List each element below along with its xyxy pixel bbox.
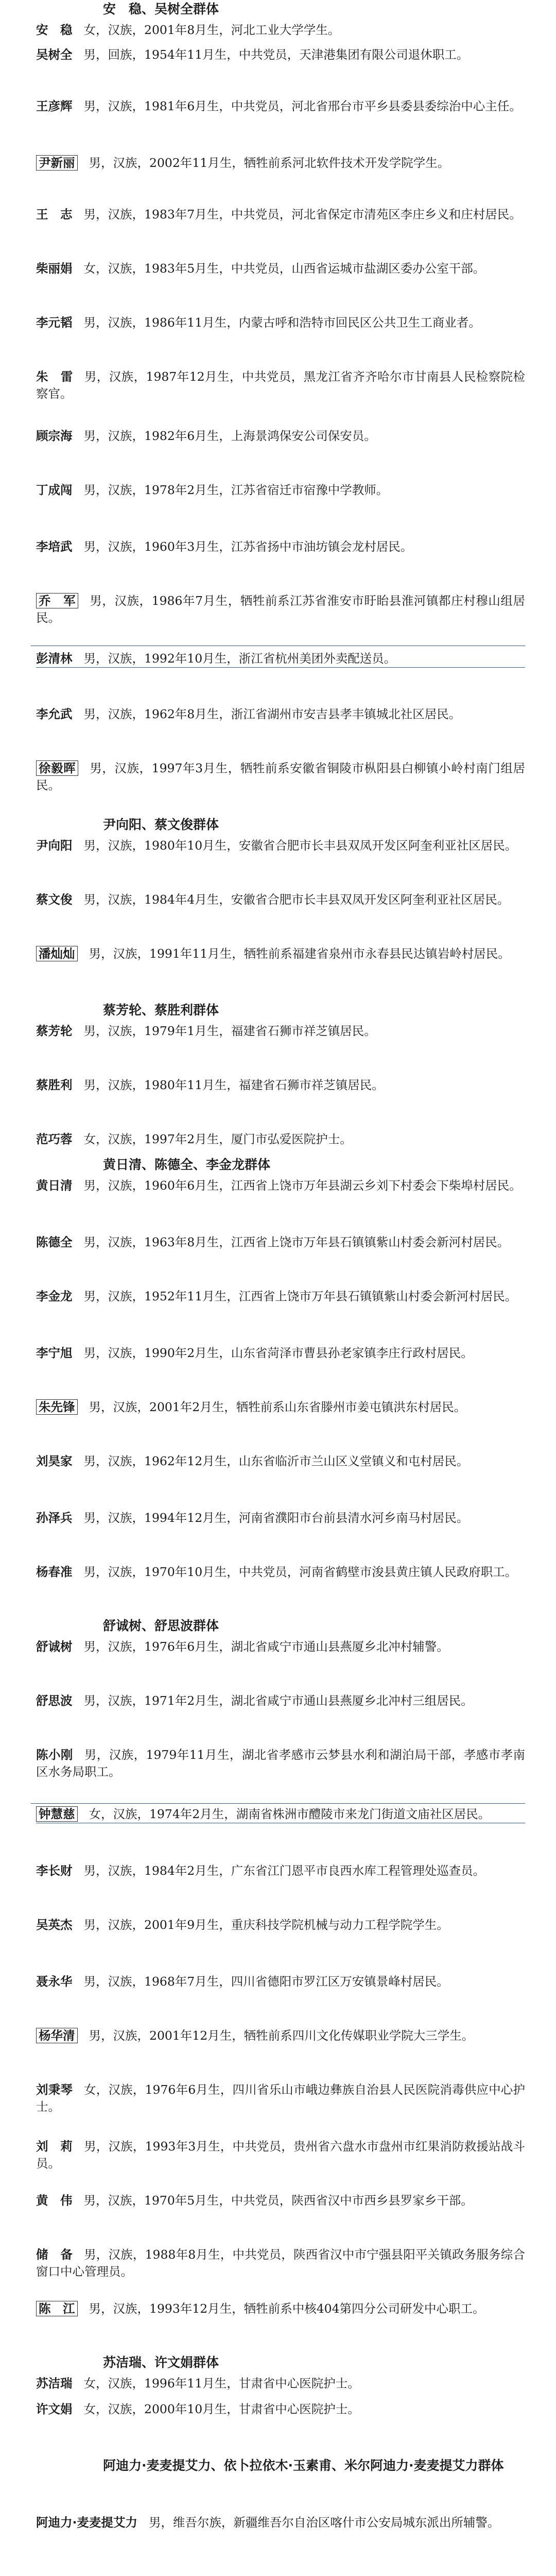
entry-name: 许文娟 bbox=[36, 2402, 73, 2416]
entry-text: 男，汉族，1963年8月生，江西省上饶市万年县石镇镇紫山村委会新河村居民。 bbox=[83, 1235, 510, 1249]
entry bbox=[36, 206, 525, 223]
entry-text: 男，汉族，1984年4月生，安徽省合肥市长丰县双凤开发区阿奎利亚社区居民。 bbox=[83, 892, 510, 907]
entry-text: 男，汉族，1990年2月生，山东省菏泽市曹县孙老家镇李庄行政村居民。 bbox=[83, 1346, 473, 1360]
entry-text: 男，汉族，1980年10月生，安徽省合肥市长丰县双凤开发区阿奎利亚社区居民。 bbox=[83, 838, 517, 853]
entry-name: 徐毅晖 bbox=[36, 760, 78, 776]
group-heading: 阿迪力·麦麦提艾力、依卜拉依木·玉素甫、米尔阿迪力·麦麦提艾力群体 bbox=[103, 2458, 504, 2473]
entry-text: 男，汉族，1984年2月生，广东省江门恩平市良西水库工程管理处巡查员。 bbox=[83, 1863, 485, 1878]
entry-text: 男，汉族，1979年1月生，福建省石狮市祥芝镇居民。 bbox=[83, 1024, 376, 1038]
entry-text: 男，回族，1954年11月生，中共党员，天津港集团有限公司退休职工。 bbox=[83, 47, 469, 62]
entry-text: 男，汉族，1986年11月生，内蒙古呼和浩特市回民区公共卫生工商业者。 bbox=[83, 315, 481, 330]
entry-name: 安 稳 bbox=[36, 23, 73, 37]
entry-name: 舒思波 bbox=[36, 1693, 73, 1708]
entry-name: 吴树全 bbox=[36, 47, 73, 62]
group-heading: 尹向阳、蔡文俊群体 bbox=[103, 817, 219, 832]
entry-text: 男，汉族，1960年3月生，江苏省扬中市油坊镇会龙村居民。 bbox=[83, 539, 413, 554]
entry-name: 朱先锋 bbox=[36, 1399, 78, 1415]
entry bbox=[36, 2246, 525, 2281]
group-heading: 苏洁瑞、许文娟群体 bbox=[103, 2355, 219, 2370]
entry-text: 男，汉族，1970年10月生，中共党员，河南省鹤壁市浚县黄庄镇人民政府职工。 bbox=[83, 1565, 517, 1579]
entry bbox=[36, 2375, 525, 2392]
entry-text: 男，汉族，2002年11月生，牺牲前系河北软件技术开发学院学生。 bbox=[89, 156, 450, 170]
group-heading: 黄日清、陈德全、李金龙群体 bbox=[103, 1157, 271, 1172]
entry-text: 女，汉族，1996年11月生，甘肃省中心医院护士。 bbox=[83, 2376, 360, 2391]
entry bbox=[36, 2081, 525, 2116]
entry bbox=[36, 1564, 525, 1581]
entry-text: 男，汉族，1962年12月生，山东省临沂市兰山区义堂镇义和屯村居民。 bbox=[83, 1454, 469, 1468]
entry-text: 男，汉族，1952年11月生，江西省上饶市万年县石镇镇紫山村委会新河村居民。 bbox=[83, 1289, 517, 1303]
entry bbox=[36, 1131, 525, 1148]
entry bbox=[36, 1345, 525, 1362]
entry bbox=[36, 2192, 525, 2209]
entry-name: 苏洁瑞 bbox=[36, 2376, 73, 2391]
entry bbox=[36, 22, 525, 39]
entry-text: 女，汉族，1983年5月生，中共党员，山西省运城市盐湖区委办公室干部。 bbox=[83, 261, 485, 276]
entry bbox=[36, 1917, 525, 1934]
entry-text: 女，汉族，1976年6月生，四川省乐山市峨边彝族自治县人民医院消毒供应中心护士。 bbox=[36, 2082, 525, 2114]
entry-name: 朱 雷 bbox=[36, 369, 73, 384]
entry bbox=[36, 368, 525, 403]
entry-text: 男，汉族，1991年11月生，牺牲前系福建省泉州市永春县民达镇岩岭村居民。 bbox=[89, 946, 510, 961]
entry bbox=[36, 1077, 525, 1094]
entry-name: 吴英杰 bbox=[36, 1918, 73, 1932]
entry bbox=[36, 945, 525, 962]
entry bbox=[36, 1747, 525, 1781]
entry-text: 男，汉族，2001年2月生，牺牲前系山东省滕州市姜屯镇洪东村居民。 bbox=[89, 1400, 466, 1414]
entry bbox=[36, 46, 525, 63]
entry-text: 男，汉族，1983年7月生，中共党员，河北省保定市清苑区李庄乡义和庄村居民。 bbox=[83, 207, 522, 222]
entry bbox=[36, 592, 525, 627]
entry-name: 舒诚树 bbox=[36, 1639, 73, 1654]
entry-name: 刘 莉 bbox=[36, 2139, 73, 2154]
entry-name: 孙泽兵 bbox=[36, 1511, 73, 1525]
entry bbox=[36, 1510, 525, 1527]
entry-text: 男，汉族，1993年12月生，牺牲前系中核404第四分公司研发中心职工。 bbox=[89, 2301, 485, 2316]
entry-name: 李宁旭 bbox=[36, 1346, 73, 1360]
entry bbox=[36, 538, 525, 555]
entry-text: 男，汉族，1994年12月生，河南省濮阳市台前县清水河乡南马村居民。 bbox=[83, 1511, 469, 1525]
entry bbox=[36, 2300, 525, 2317]
entry-text: 男，汉族，1981年6月生，中共党员，河北省邢台市平乡县委县委综治中心主任。 bbox=[83, 99, 522, 113]
entry-name: 丁成闯 bbox=[36, 483, 73, 497]
entry bbox=[36, 891, 525, 908]
entry bbox=[36, 2514, 525, 2531]
group-heading: 舒诚树、舒思波群体 bbox=[103, 1618, 219, 1633]
entry-name: 顾宗海 bbox=[36, 429, 73, 443]
entry bbox=[36, 1638, 525, 1655]
entry-name: 李金龙 bbox=[36, 1289, 73, 1303]
entry-text: 男，汉族，1960年6月生，江西省上饶市万年县湖云乡刘下村委会下柴埠村居民。 bbox=[83, 1178, 522, 1193]
entry-name: 王 志 bbox=[36, 207, 73, 222]
entry bbox=[36, 1288, 525, 1305]
entry-text: 女，汉族，2001年8月生，河北工业大学学生。 bbox=[83, 23, 340, 37]
entry-text: 男，汉族，1988年8月生，中共党员，陕西省汉中市宁强县阳平关镇政务服务综合窗口中心管理员。 bbox=[36, 2247, 525, 2279]
entry-text: 男，汉族，1970年5月生，中共党员，陕西省汉中市西乡县罗家乡干部。 bbox=[83, 2193, 473, 2208]
entry-text: 男，汉族，1986年7月生，牺牲前系江苏省淮安市盱眙县淮河镇都庄村穆山组居民。 bbox=[36, 594, 525, 625]
entry-text: 男，汉族，1993年3月生，中共党员，贵州省六盘水市盘州市红果消防救援站战斗员。 bbox=[36, 2139, 525, 2171]
entry-text: 男，汉族，1978年2月生，江苏省宿迁市宿豫中学教师。 bbox=[83, 483, 389, 497]
entry-text: 男，汉族，1992年10月生，浙江省杭州美团外卖配送员。 bbox=[83, 651, 396, 666]
entry-text: 男，汉族，1976年6月生，湖北省咸宁市通山县燕厦乡北冲村辅警。 bbox=[83, 1639, 449, 1654]
entry-name: 乔 军 bbox=[36, 593, 78, 608]
entry bbox=[36, 2401, 525, 2418]
entry bbox=[36, 1862, 525, 1879]
entry-text: 男，维吾尔族，新疆维吾尔自治区喀什市公安局城东派出所辅警。 bbox=[148, 2515, 500, 2530]
entry-name: 陈 江 bbox=[36, 2301, 78, 2316]
entry-text: 男，汉族，1962年8月生，浙江省湖州市安吉县孝丰镇城北社区居民。 bbox=[83, 707, 461, 721]
entry-text: 女，汉族，2000年10月生，甘肃省中心医院护士。 bbox=[83, 2402, 360, 2416]
entry-name: 蔡胜利 bbox=[36, 1078, 73, 1092]
entry-text: 男，汉族，1968年7月生，四川省德阳市罗江区万安镇景峰村居民。 bbox=[83, 1974, 449, 1989]
entry bbox=[36, 1177, 525, 1194]
entry-text: 男，汉族，1971年2月生，湖北省咸宁市通山县燕厦乡北冲村三组居民。 bbox=[83, 1693, 473, 1708]
entry bbox=[36, 1399, 525, 1416]
entry-text: 男，汉族，1979年11月生，湖北省孝感市云梦县水利和湖泊局干部，孝感市孝南区水务局职工。 bbox=[36, 1748, 526, 1780]
entry-name: 聂永华 bbox=[36, 1974, 73, 1989]
entry bbox=[36, 1234, 525, 1251]
entry-text: 女，汉族，1997年2月生，厦门市弘爱医院护士。 bbox=[83, 1132, 352, 1146]
entry-text: 女，汉族，1974年2月生，湖南省株洲市醴陵市来龙门街道文庙社区居民。 bbox=[89, 1807, 491, 1821]
entry bbox=[36, 314, 525, 331]
entry-name: 潘灿灿 bbox=[36, 946, 78, 961]
entry-text: 男，汉族，1987年12月生，中共党员，黑龙江省齐齐哈尔市甘南县人民检察院检察官。 bbox=[36, 369, 526, 401]
entry-name: 彭清林 bbox=[36, 651, 73, 666]
entry-name: 黄 伟 bbox=[36, 2193, 73, 2208]
entry bbox=[36, 837, 525, 854]
entry-name: 范巧蓉 bbox=[36, 1132, 73, 1146]
entry-highlighted bbox=[36, 1806, 525, 1823]
entry-name: 杨春准 bbox=[36, 1565, 73, 1579]
group-heading: 蔡芳轮、蔡胜利群体 bbox=[103, 1003, 219, 1018]
entry bbox=[36, 428, 525, 445]
entry-name: 尹新丽 bbox=[36, 155, 78, 171]
entry-text: 男，汉族，1997年3月生，牺牲前系安徽省铜陵市枞阳县白柳镇小岭村南门组居民。 bbox=[36, 761, 525, 793]
entry bbox=[36, 706, 525, 723]
entry-text: 男，汉族，1982年6月生，上海景鸿保安公司保安员。 bbox=[83, 429, 376, 443]
entry-name: 尹向阳 bbox=[36, 838, 73, 853]
group-heading: 安 稳、吴树全群体 bbox=[103, 2, 219, 16]
entry bbox=[36, 155, 525, 172]
entry bbox=[36, 1453, 525, 1470]
highlight-line-top bbox=[31, 1803, 525, 1804]
entry bbox=[36, 1692, 525, 1709]
entry bbox=[36, 482, 525, 499]
entry bbox=[36, 2027, 525, 2044]
entry bbox=[36, 1973, 525, 1990]
entry-text: 男，汉族，2001年9月生，重庆科技学院机械与动力工程学院学生。 bbox=[83, 1918, 449, 1932]
entry bbox=[36, 98, 525, 115]
entry bbox=[36, 1023, 525, 1040]
entry-text: 男，汉族，1980年11月生，福建省石狮市祥芝镇居民。 bbox=[83, 1078, 384, 1092]
entry-name: 钟慧慈 bbox=[36, 1806, 78, 1822]
entry bbox=[36, 760, 525, 794]
entry-highlighted bbox=[36, 650, 525, 668]
entry-name: 刘昊家 bbox=[36, 1454, 73, 1468]
entry-name: 柴丽娟 bbox=[36, 261, 73, 276]
entry-name: 阿迪力·麦麦提艾力 bbox=[36, 2515, 137, 2530]
entry-name: 李允武 bbox=[36, 707, 73, 721]
entry bbox=[36, 2138, 525, 2173]
entry-name: 储 备 bbox=[36, 2247, 73, 2262]
entry-name: 刘秉琴 bbox=[36, 2082, 73, 2097]
entry-name: 王彦辉 bbox=[36, 99, 73, 113]
entry-name: 陈德全 bbox=[36, 1235, 73, 1249]
entry bbox=[36, 260, 525, 277]
entry-name: 李培武 bbox=[36, 539, 73, 554]
entry-text: 男，汉族，2001年12月生，牺牲前系四川文化传媒职业学院大三学生。 bbox=[89, 2028, 474, 2043]
entry-name: 杨华清 bbox=[36, 2028, 78, 2043]
entry-name: 蔡芳轮 bbox=[36, 1024, 73, 1038]
entry-name: 李长财 bbox=[36, 1863, 73, 1878]
entry-name: 陈小刚 bbox=[36, 1748, 73, 1762]
entry-name: 李元韬 bbox=[36, 315, 73, 330]
entry-name: 黄日清 bbox=[36, 1178, 73, 1193]
entry-name: 蔡文俊 bbox=[36, 892, 73, 907]
